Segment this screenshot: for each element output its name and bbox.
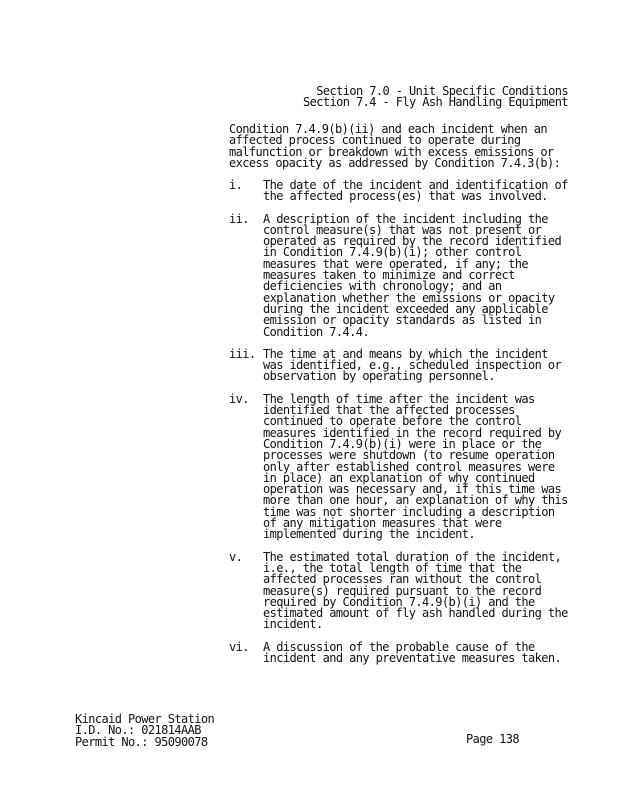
item-text: The date of the incident and identification of the affected process(es) that was involved. bbox=[263, 178, 568, 204]
footer-block bbox=[75, 714, 214, 748]
section-header bbox=[303, 86, 568, 109]
item-text: A description of the incident including the control measure(s) that was not present or operated as required by the record identified in Condition 7.4.9(b)(i); other control measures that were operated, if any; the measures taken to minimize and correct deficiencies with chronology; and an explanation whether the emissions or opacity during the incident exceeded any applicable emission or opacity standards as listed in Condition 7.4.4. bbox=[263, 211, 562, 339]
list-item bbox=[229, 391, 569, 542]
list-item bbox=[229, 549, 569, 632]
permit-number: Permit No.: 95090078 bbox=[75, 734, 208, 749]
item-text: The time at and means by which the incident was identified, e.g., scheduled inspection or observation by operating personnel. bbox=[263, 346, 562, 384]
condition-intro: Condition 7.4.9(b)(ii) and each incident when an affected process continued to operate during malfunction or breakdown with excess emissions or excess opacity as addressed by Condition 7.4.3(b): bbox=[229, 122, 561, 170]
subsection-title: Section 7.4 - Fly Ash Handling Equipment bbox=[303, 95, 568, 110]
item-number: ii. bbox=[229, 211, 249, 226]
list-item bbox=[229, 211, 569, 339]
list-item bbox=[229, 180, 569, 203]
section-title: Section 7.0 - Unit Specific Conditions bbox=[316, 84, 568, 98]
item-text: The length of time after the incident was identified that the affected processes continued to operate before the control measures identified in the record required by Condition 7.4.9(b)(i) were in place or the processes were shutdown (to resume operation only after established control measures were in place) an explanation of why continued operation was necessary and, if this time was more than one hour, an explanation of why this time was not shorter including a description of any mitigation measures that were implemented during the incident. bbox=[263, 391, 568, 542]
item-number: iv. bbox=[229, 391, 249, 406]
item-text: The estimated total duration of the incident, i.e., the total length of time that the affected processes ran without the control measure(s) required pursuant to the record required by Condition 7.4.9(b)(i) and the estimated amount of fly ash handled during the incident. bbox=[263, 549, 568, 632]
page-number: Page 138 bbox=[466, 732, 519, 746]
item-number: v. bbox=[229, 549, 243, 564]
condition-items-list bbox=[229, 180, 569, 675]
item-number: i. bbox=[229, 178, 243, 192]
facility-id: I.D. No.: 021814AAB bbox=[75, 723, 201, 738]
item-number: vi. bbox=[229, 639, 249, 654]
item-number: iii. bbox=[229, 346, 256, 361]
list-item bbox=[229, 346, 569, 384]
item-text: A discussion of the probable cause of the incident and any preventative measures taken. bbox=[263, 639, 562, 665]
facility-name: Kincaid Power Station bbox=[75, 712, 215, 726]
list-item bbox=[229, 639, 569, 665]
